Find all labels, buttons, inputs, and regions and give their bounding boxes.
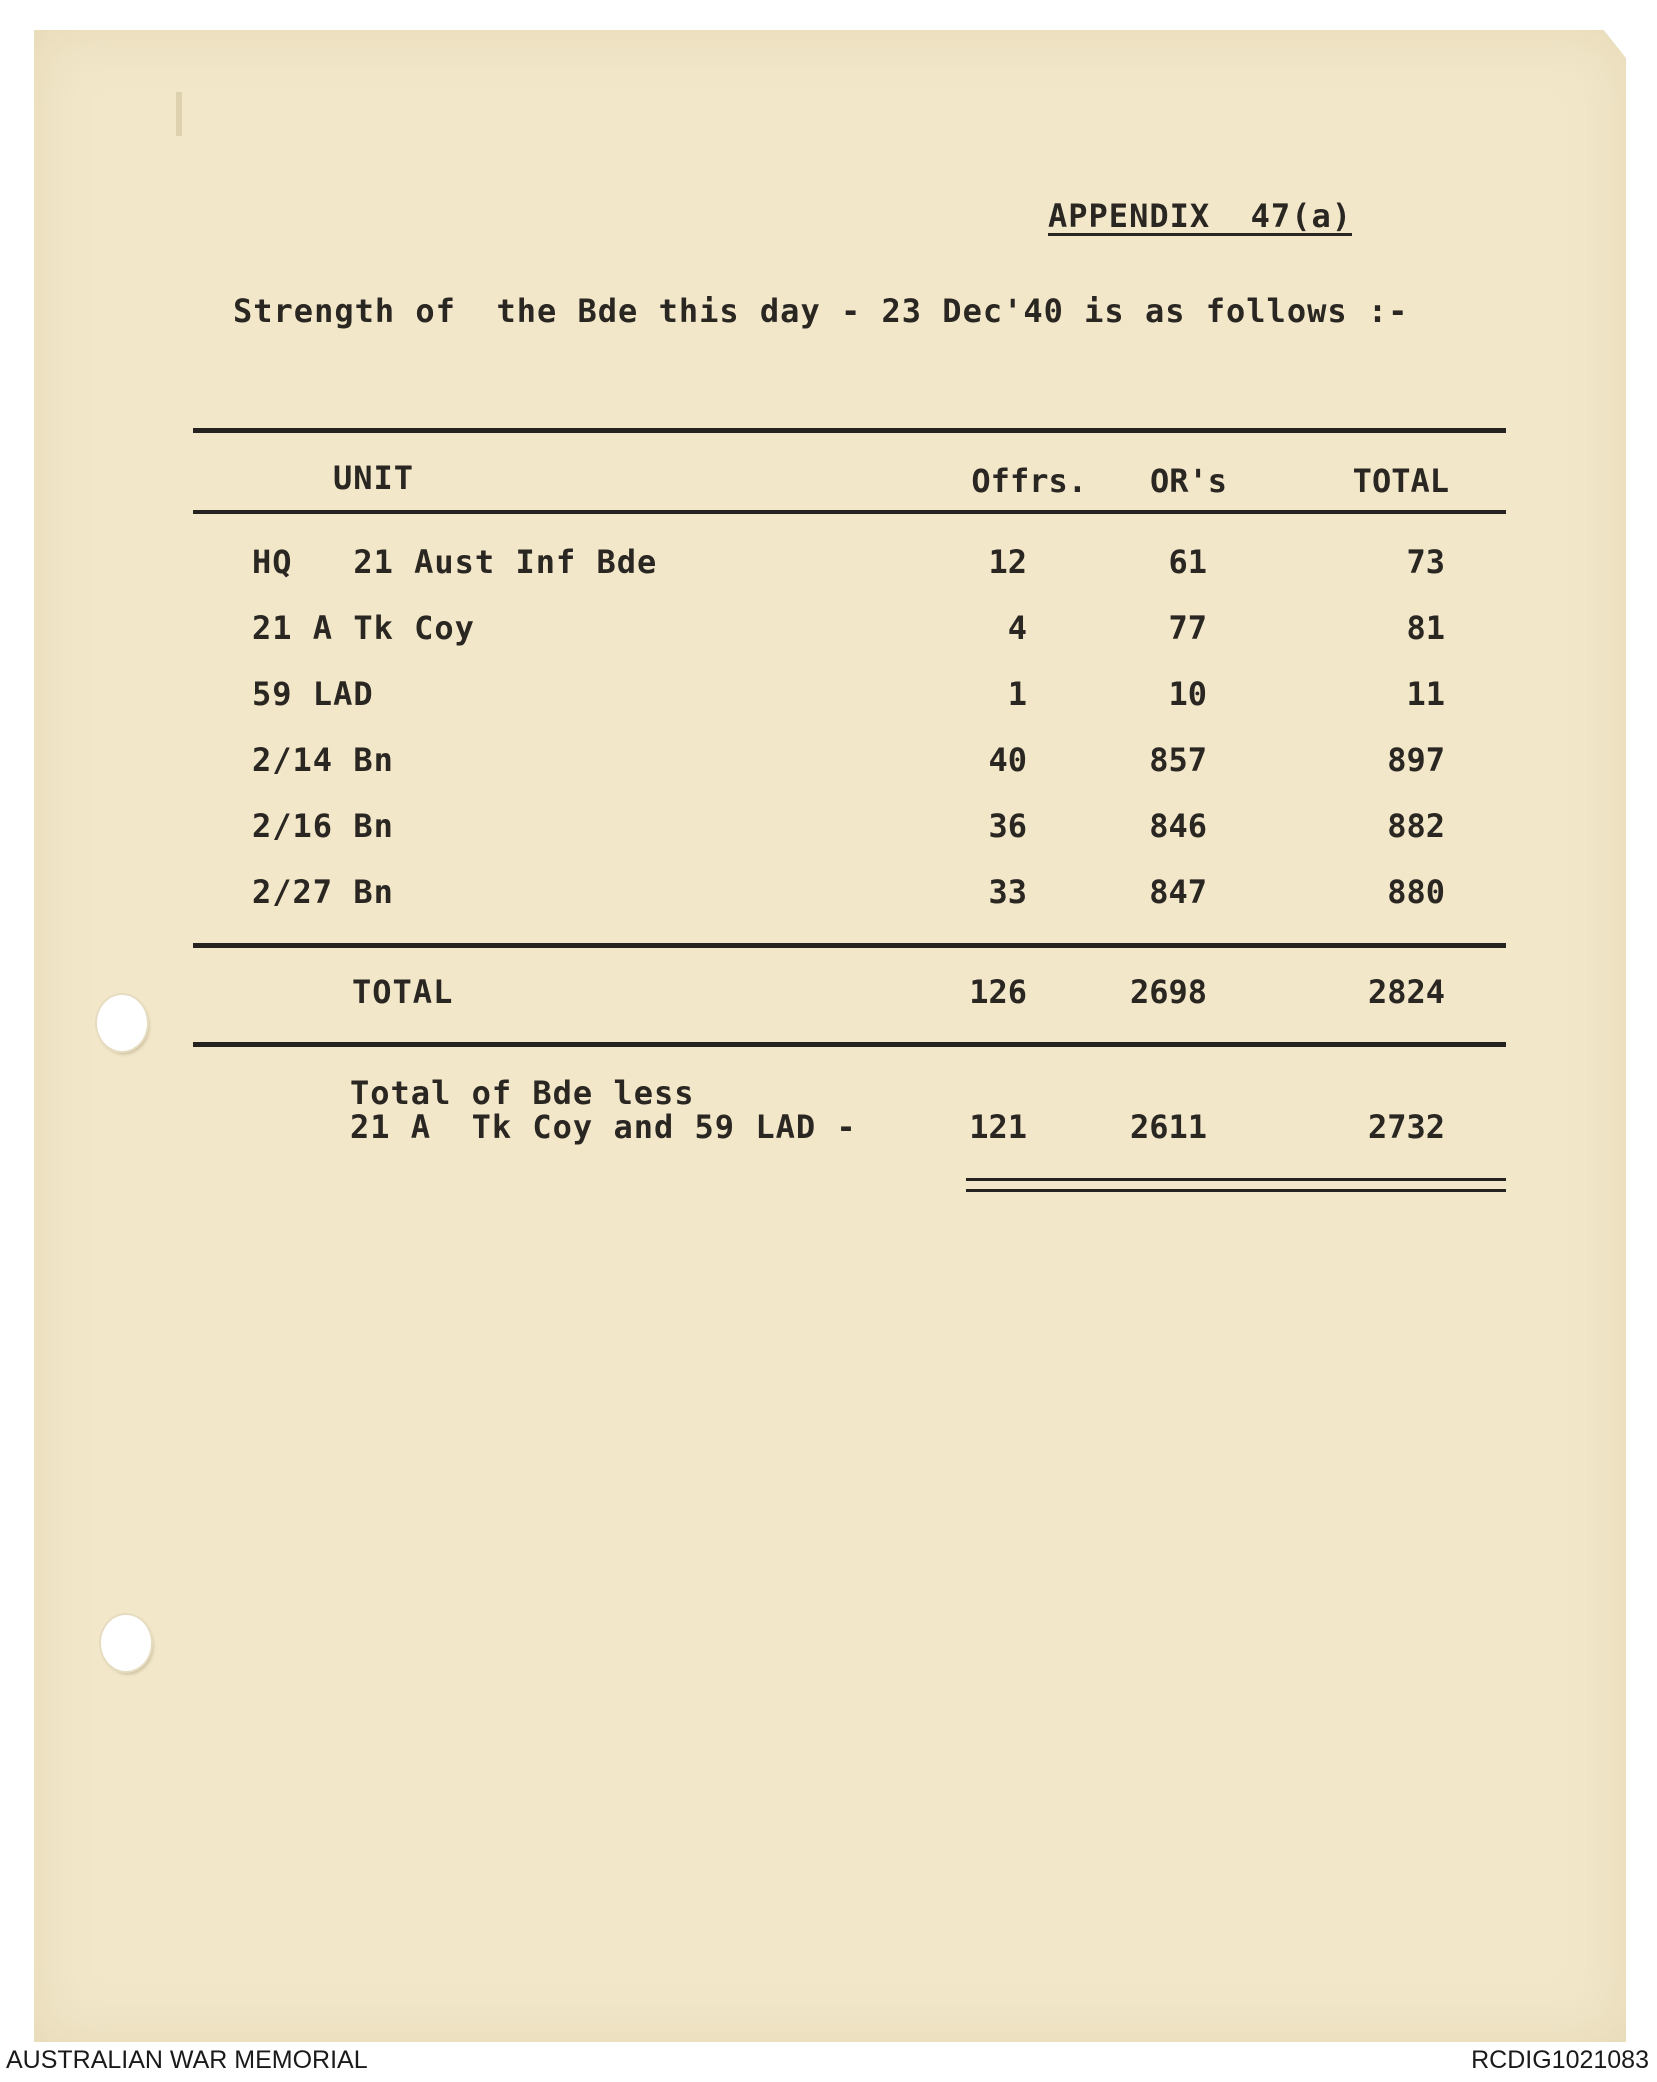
row-total: 897 bbox=[1387, 741, 1445, 779]
row-unit: 2/27 Bn bbox=[252, 873, 394, 911]
intro-line: Strength of the Bde this day - 23 Dec'40 is as follows :- bbox=[233, 292, 1409, 330]
total-ors: 2698 bbox=[1129, 973, 1207, 1011]
header-unit: UNIT bbox=[333, 459, 415, 497]
table-row bbox=[0, 873, 1657, 920]
less-label-line1: Total of Bde less bbox=[350, 1074, 695, 1112]
paper-sheet bbox=[34, 30, 1626, 2042]
less-row bbox=[0, 1074, 1657, 1157]
less-label-line2: 21 A Tk Coy and 59 LAD - bbox=[350, 1108, 857, 1146]
less-total: 2732 bbox=[1367, 1108, 1445, 1146]
less-offrs: 121 bbox=[969, 1108, 1027, 1146]
row-offrs: 12 bbox=[988, 543, 1027, 581]
row-offrs: 33 bbox=[988, 873, 1027, 911]
header-total: TOTAL bbox=[1352, 462, 1449, 500]
row-ors: 857 bbox=[1149, 741, 1207, 779]
page-mark bbox=[176, 92, 182, 136]
row-ors: 847 bbox=[1149, 873, 1207, 911]
punch-hole-bottom bbox=[101, 1615, 151, 1671]
row-total: 11 bbox=[1406, 675, 1445, 713]
table-row bbox=[0, 543, 1657, 590]
row-unit: 2/14 Bn bbox=[252, 741, 394, 779]
total-label: TOTAL bbox=[352, 973, 454, 1011]
row-offrs: 4 bbox=[1007, 609, 1027, 647]
row-offrs: 36 bbox=[988, 807, 1027, 845]
footer-source: AUSTRALIAN WAR MEMORIAL bbox=[6, 2046, 368, 2074]
row-unit: 21 A Tk Coy bbox=[252, 609, 475, 647]
row-total: 73 bbox=[1406, 543, 1445, 581]
total-total: 2824 bbox=[1367, 973, 1445, 1011]
total-row bbox=[0, 973, 1657, 1020]
row-ors: 846 bbox=[1149, 807, 1207, 845]
header-offrs: Offrs. bbox=[971, 462, 1087, 500]
row-total: 81 bbox=[1406, 609, 1445, 647]
double-rule-upper bbox=[966, 1178, 1506, 1181]
header-rule bbox=[193, 510, 1506, 514]
appendix-title: APPENDIX 47(a) bbox=[1048, 197, 1352, 235]
less-ors: 2611 bbox=[1129, 1108, 1207, 1146]
table-row bbox=[0, 609, 1657, 656]
total-offrs: 126 bbox=[969, 973, 1027, 1011]
row-total: 880 bbox=[1387, 873, 1445, 911]
row-offrs: 1 bbox=[1007, 675, 1027, 713]
row-unit: 59 LAD bbox=[252, 675, 374, 713]
row-ors: 77 bbox=[1168, 609, 1207, 647]
table-row bbox=[0, 807, 1657, 854]
row-total: 882 bbox=[1387, 807, 1445, 845]
row-ors: 61 bbox=[1168, 543, 1207, 581]
table-row bbox=[0, 741, 1657, 788]
row-ors: 10 bbox=[1168, 675, 1207, 713]
row-unit: HQ 21 Aust Inf Bde bbox=[252, 543, 658, 581]
row-offrs: 40 bbox=[988, 741, 1027, 779]
table-header bbox=[0, 459, 1657, 506]
total-top-rule bbox=[193, 943, 1506, 948]
table-row bbox=[0, 675, 1657, 722]
double-rule-lower bbox=[966, 1189, 1506, 1192]
total-bottom-rule bbox=[193, 1042, 1506, 1047]
header-ors: OR's bbox=[1149, 462, 1227, 500]
row-unit: 2/16 Bn bbox=[252, 807, 394, 845]
footer-id: RCDIG1021083 bbox=[1471, 2046, 1649, 2074]
table-top-rule bbox=[193, 428, 1506, 433]
